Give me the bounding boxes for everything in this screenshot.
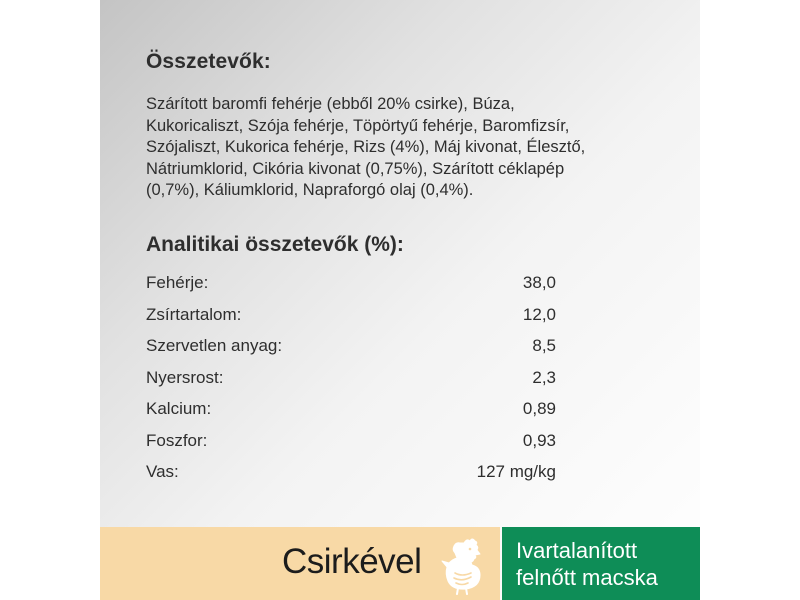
analytic-value: 12,0 [522, 304, 556, 324]
analytic-value: 2,3 [532, 367, 556, 387]
analytic-row [146, 459, 556, 491]
flavor-label: Csirkével [282, 542, 422, 581]
composition-title: Összetevők: [146, 50, 271, 73]
analytic-value: 8,5 [532, 336, 556, 355]
analytic-table [146, 270, 556, 491]
analytic-label: Foszfor: [146, 430, 208, 450]
analytic-row [146, 365, 556, 397]
ingredients-text: Szárított baromfi fehérje (ebből 20% csirke), Búza, Kukoricaliszt, Szója fehérje, Töpörtyű fehérje, Baromfizsír, Szójaliszt, Kukorica fehérje, Rizs (4%), Máj kivonat, Élesztő, Nátriumklorid, Cikória kivonat (0,75%), Szárított céklapép (0,7%), Káliumklorid, Napraforgó olaj (0,4%). [146, 95, 586, 199]
analytic-value: 0,89 [522, 399, 556, 418]
analytic-value: 127 mg/kg [476, 462, 556, 481]
analytic-row [146, 428, 556, 460]
analytic-row [146, 396, 556, 428]
analytic-label: Kalcium: [146, 399, 212, 418]
analytic-value: 38,0 [522, 273, 556, 292]
chicken-icon [434, 535, 486, 595]
analytic-label: Szervetlen anyag: [146, 336, 283, 355]
analytic-value: 0,93 [522, 430, 556, 450]
product-info-card [100, 0, 700, 600]
analytic-label: Nyersrost: [146, 367, 224, 387]
target-line2: felnőtt macska [516, 565, 658, 590]
analytic-label: Fehérje: [146, 273, 209, 292]
analytic-label: Vas: [146, 462, 179, 481]
analytic-title: Analitikai összetevők (%): [146, 233, 404, 256]
target-line1: Ivartalanított [516, 538, 638, 563]
flavor-banner [100, 527, 500, 600]
analytic-row [146, 333, 556, 365]
analytic-row [146, 302, 556, 334]
analytic-row [146, 270, 556, 302]
analytic-label: Zsírtartalom: [146, 304, 242, 324]
target-banner [502, 527, 700, 600]
